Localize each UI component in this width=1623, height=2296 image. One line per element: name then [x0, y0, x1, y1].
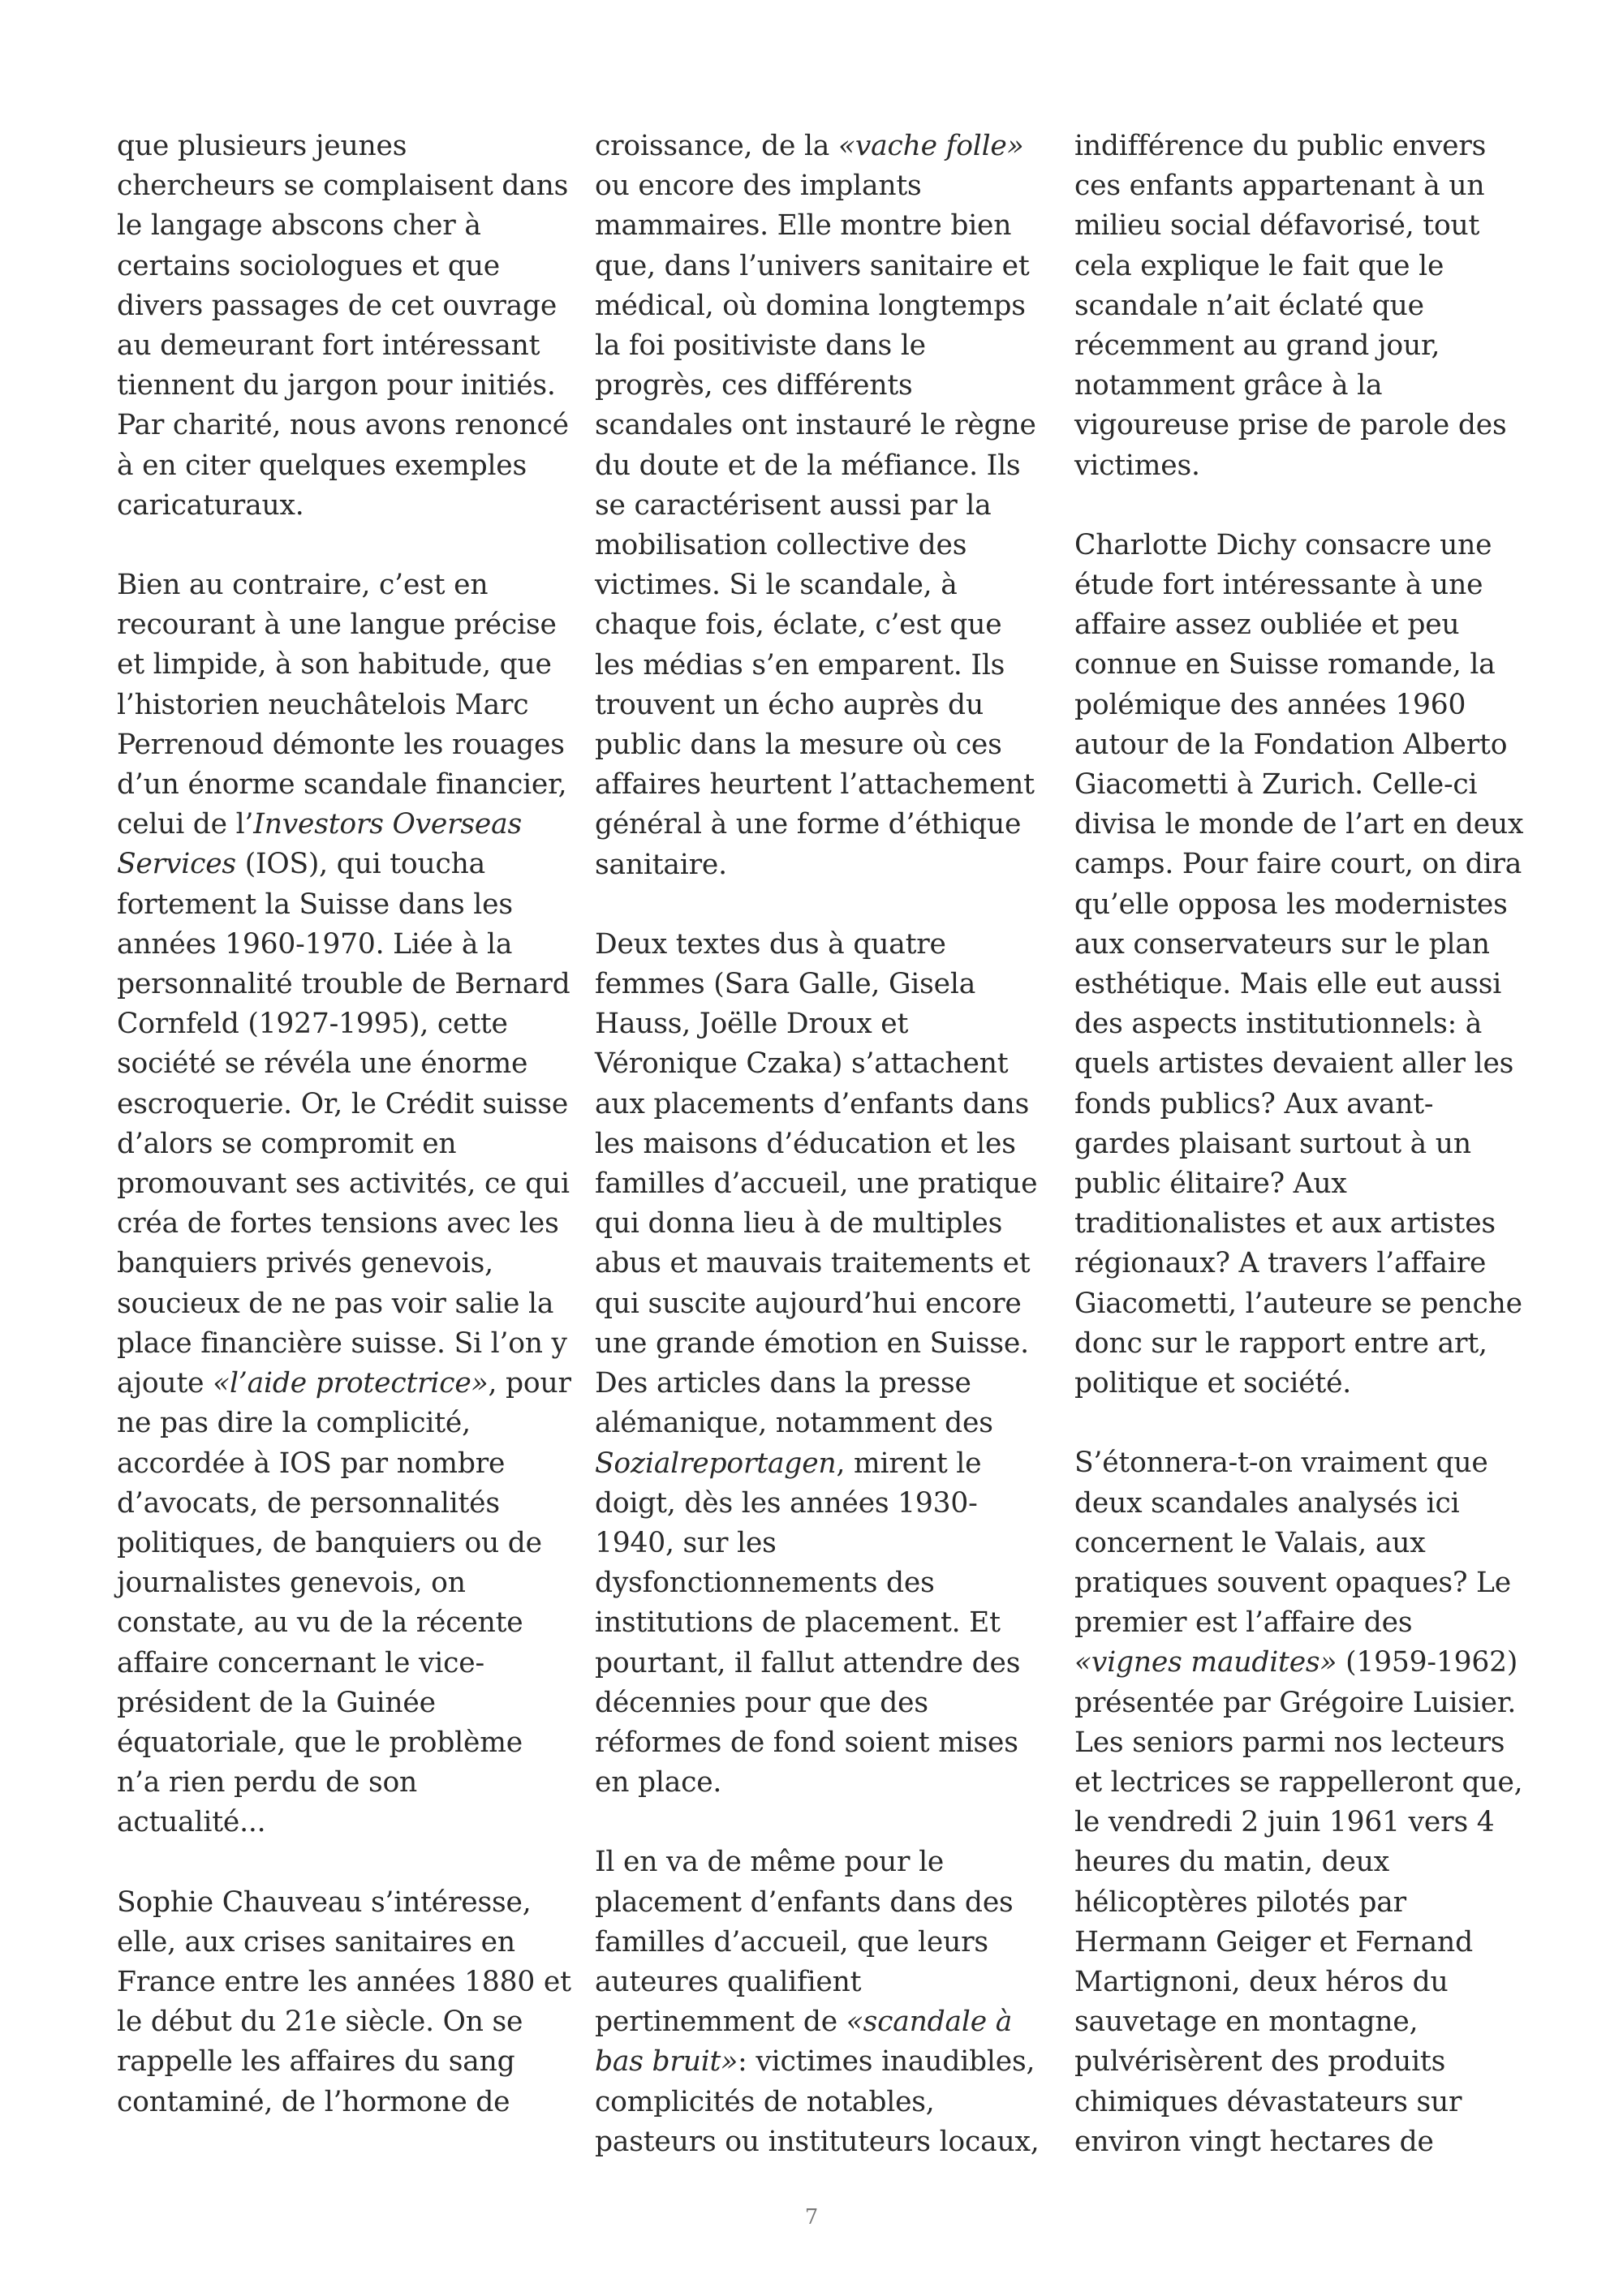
paragraph: que plusieurs jeunes chercheurs se complaisent dans le langage abscons cher à certains sociologues et que divers passages de cet ouvrage au demeurant fort intéressant tiennent du jargon pour initiés. Par charité, nous avons renoncé à en citer quelques exemples caricaturaux.: [117, 130, 569, 522]
paragraph: Deux textes dus à quatre femmes (Sara Galle, Gisela Hauss, Joëlle Droux et Véronique Czaka) s’attachent aux placements d’enfants dans les maisons d’éducation et les familles d’accueil, une pratique qui donna lieu à de multiples abus et mauvais traitements et qui suscite aujourd’hui encore une grande émotion en Suisse. Des articles dans la presse alémanique, notamment des Sozialreportagen, mirent le doigt, dès les années 1930-1940, sur les dysfonctionnements des institutions de placement. Et pourtant, il fallut attendre des décennies pour que des réformes de fond soient mises en place.: [595, 927, 1038, 1799]
text-column-1: [117, 127, 571, 2162]
paragraph: indifférence du public envers ces enfants appartenant à un milieu social défavorisé, tout cela explique le fait que le scandale n’ait éclaté que récemment au grand jour, notamment grâce à la vigoureuse prise de parole des victimes.: [1074, 130, 1507, 482]
page-number: 7: [804, 2205, 819, 2229]
paragraph: Il en va de même pour le placement d’enfants dans des familles d’accueil, que leurs auteures qualifient pertinemment de «scandale à bas bruit»: victimes inaudibles, complicités de notables, pasteurs ou instituteurs locaux,: [595, 1846, 1040, 2158]
paragraph: Charlotte Dichy consacre une étude fort intéressante à une affaire assez oubliée et peu connue en Suisse romande, la polémique des années 1960 autour de la Fondation Alberto Giacometti à Zurich. Celle-ci divisa le monde de l’art en deux camps. Pour faire court, on dira qu’elle opposa les modernistes aux conservateurs sur le plan esthétique. Mais elle eut aussi des aspects institutionnels: à quels artistes devaient aller les fonds publics? Aux avant-gardes plaisant surtout à un public élitaire? Aux traditionalistes et aux artistes régionaux? A travers l’affaire Giacometti, l’auteure se penche donc sur le rapport entre art, politique et société.: [1074, 528, 1524, 1400]
text-column-2: [595, 127, 1049, 2202]
paragraph: Bien au contraire, c’est en recourant à une langue précise et limpide, à son habitude, que l’historien neuchâtelois Marc Perrenoud démonte les rouages d’un énorme scandale financier, celui de l’Investors Overseas Services (IOS), qui toucha fortement la Suisse dans les années 1960-1970. Liée à la personnalité trouble de Bernard Cornfeld (1927-1995), cette société se révéla une énorme escroquerie. Or, le Crédit suisse d’alors se compromit en promouvant ses activités, ce qui créa de fortes tensions avec les banquiers privés genevois, soucieux de ne pas voir salie la place financière suisse. Si l’on y ajoute «l’aide protectrice», pour ne pas dire la complicité, accordée à IOS par nombre d’avocats, de personnalités politiques, de banquiers ou de journalistes genevois, on constate, au vu de la récente affaire concernant le vice-président de la Guinée équatoriale, que le problème n’a rien perdu de son actualité...: [117, 569, 571, 1839]
paragraph: croissance, de la «vache folle» ou encore des implants mammaires. Elle montre bien que, dans l’univers sanitaire et médical, où domina longtemps la foi positiviste dans le progrès, ces différents scandales ont instauré le règne du doute et de la méfiance. Ils se caractérisent aussi par la mobilisation collective des victimes. Si le scandale, à chaque fois, éclate, c’est que les médias s’en emparent. Ils trouvent un écho auprès du public dans la mesure où ces affaires heurtent l’attachement général à une forme d’éthique sanitaire.: [595, 130, 1036, 881]
paragraph: S’étonnera-t-on vraiment que deux scandales analysés ici concernent le Valais, aux pratiques souvent opaques? Le premier est l’affaire des «vignes maudites» (1959-1962) présentée par Grégoire Luisier. Les seniors parmi nos lecteurs et lectrices se rappelleront que, le vendredi 2 juin 1961 vers 4 heures du matin, deux hélicoptères pilotés par Hermann Geiger et Fernand Martignoni, deux héros du sauvetage en montagne, pulvérisèrent des produits chimiques dévastateurs sur environ vingt hectares de: [1074, 1447, 1523, 2158]
text-column-3: [1074, 127, 1525, 2202]
paragraph: Sophie Chauveau s’intéresse, elle, aux crises sanitaires en France entre les années 1880 et le début du 21e siècle. On se rappelle les affaires du sang contaminé, de l’hormone de: [117, 1885, 571, 2118]
